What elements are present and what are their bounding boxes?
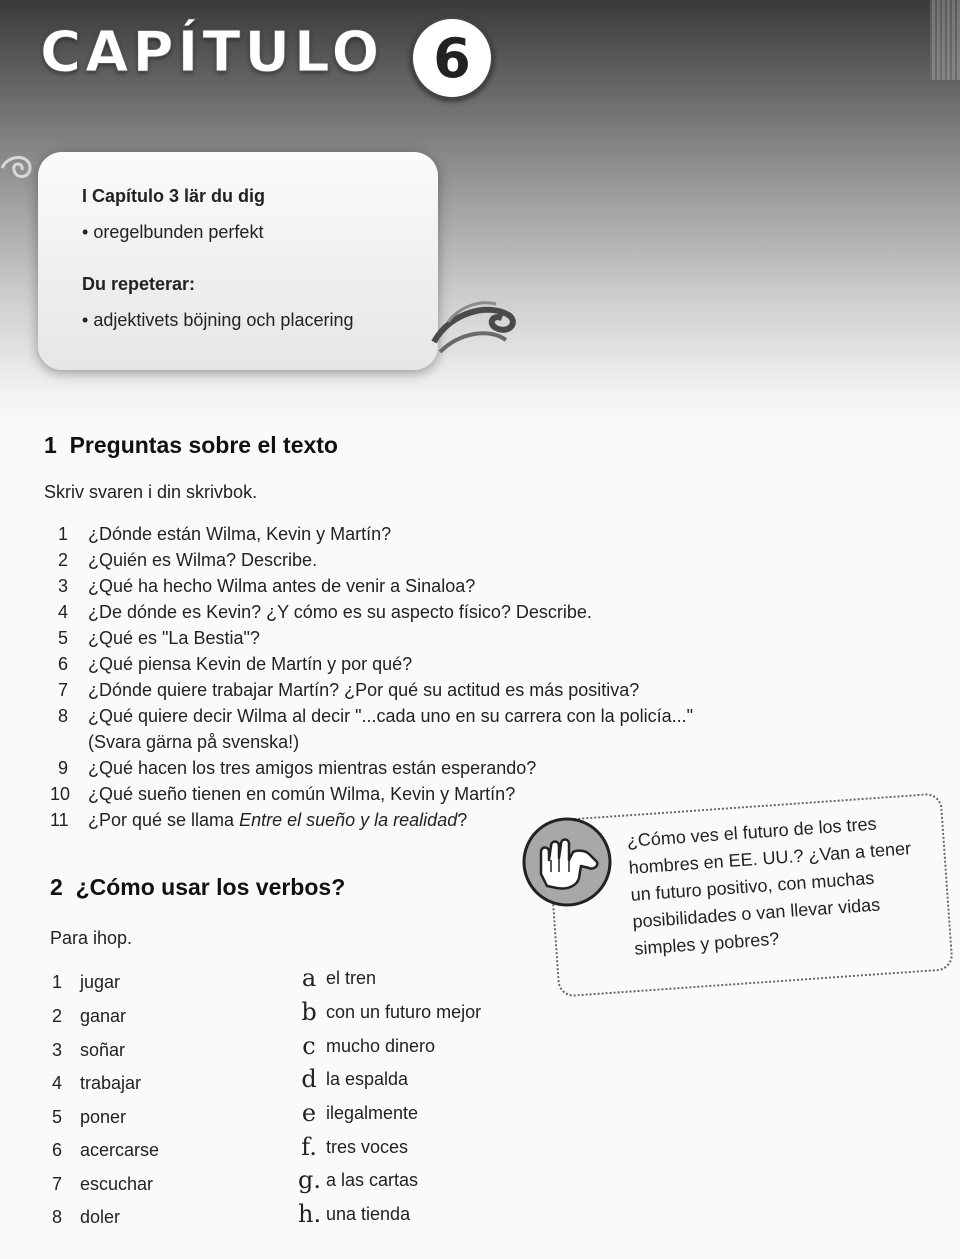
handwritten-letter: d — [301, 1065, 317, 1093]
review-item: • adjektivets böjning och placering — [82, 310, 354, 330]
question-text: ¿Qué ha hecho Wilma antes de venir a Sinaloa? — [88, 576, 476, 596]
question-text: ¿Qué piensa Kevin de Martín y por qué? — [88, 654, 413, 674]
section-2-instruction: Para ihop. — [50, 928, 133, 948]
handwritten-letter: b — [301, 998, 317, 1026]
verb-word: trabajar — [80, 1073, 142, 1093]
phrase-text: mucho dinero — [326, 1036, 436, 1056]
section-1-instruction: Skriv svaren i din skrivbok. — [44, 482, 258, 502]
chapter-info-box — [38, 152, 438, 370]
verb-number: 4 — [51, 1073, 62, 1093]
question-number: 3 — [57, 576, 68, 596]
verb-number: 3 — [51, 1040, 62, 1060]
verb-word: poner — [80, 1107, 127, 1127]
question-number: 11 — [50, 810, 69, 830]
review-heading: Du repeterar: — [82, 274, 196, 294]
learn-heading: I Capítulo 3 lär du dig — [82, 186, 266, 206]
section-title-text: ¿Cómo usar los verbos? — [75, 874, 346, 900]
question-text: ¿Qué quiere decir Wilma al decir "...cada uno en su carrera con la policía..." — [88, 706, 694, 726]
question-number: 6 — [57, 654, 68, 674]
learn-item: • oregelbunden perfekt — [82, 222, 264, 242]
handwritten-letter: e — [301, 1099, 317, 1127]
question-text — [88, 810, 467, 831]
question-text: ¿Dónde quiere trabajar Martín? ¿Por qué su actitud es más positiva? — [88, 680, 640, 700]
question-number: 10 — [50, 784, 71, 804]
question-number: 5 — [57, 628, 68, 648]
section-2-title — [50, 874, 345, 901]
handwritten-letter: a — [301, 964, 317, 992]
question-text: ¿Qué hacen los tres amigos mientras están esperando? — [88, 758, 537, 778]
swirl-ornament-icon — [430, 292, 520, 362]
phrase-text: con un futuro mejor — [326, 1002, 482, 1022]
handwritten-letter: c — [302, 1032, 316, 1060]
phrase-text: a las cartas — [326, 1170, 419, 1190]
question-number: 1 — [57, 524, 68, 544]
question-text-part: ¿Por qué se llama — [88, 810, 240, 830]
handwritten-letter: f. — [301, 1133, 317, 1161]
swirl-ornament-icon — [0, 148, 40, 188]
phrase-text: tres voces — [326, 1137, 409, 1157]
verb-word: acercarse — [80, 1140, 160, 1160]
question-text: ¿Dónde están Wilma, Kevin y Martín? — [88, 524, 392, 544]
book-title: Entre el sueño y la realidad — [239, 810, 458, 830]
question-number: 9 — [57, 758, 68, 778]
verb-word: soñar — [80, 1040, 126, 1060]
verb-word: ganar — [80, 1006, 127, 1026]
verb-number: 1 — [51, 972, 62, 992]
question-text: (Svara gärna på svenska!) — [88, 732, 300, 752]
question-number: 7 — [57, 680, 68, 700]
verb-number: 7 — [51, 1174, 62, 1194]
learn-item-text: oregelbunden perfekt — [93, 222, 264, 242]
question-number: 4 — [57, 602, 68, 622]
verb-number: 6 — [51, 1140, 62, 1160]
question-text: ¿Qué es "La Bestia"? — [88, 628, 260, 648]
section-1-title — [44, 432, 338, 459]
verb-number: 2 — [51, 1006, 62, 1026]
chapter-title: CAPÍTULO — [40, 20, 384, 85]
question-text: ¿Qué sueño tienen en común Wilma, Kevin y Martín? — [88, 784, 516, 804]
verb-number: 8 — [51, 1207, 62, 1227]
section-number: 1 — [44, 432, 57, 458]
section-number: 2 — [50, 874, 63, 900]
question-number: 2 — [57, 550, 68, 570]
handwritten-letter: h. — [298, 1200, 322, 1228]
question-text: ¿De dónde es Kevin? ¿Y cómo es su aspecto físico? Describe. — [88, 602, 592, 622]
question-text: ¿Quién es Wilma? Describe. — [88, 550, 318, 570]
discussion-text: ¿Cómo ves el futuro de los tres hombres en EE. UU.? ¿Van a tener un futuro positivo, con muchas posibilidades o van llevar vidas simples y pobres? — [626, 813, 912, 959]
phrase-text: una tienda — [326, 1204, 411, 1224]
phrase-text: ilegalmente — [326, 1103, 419, 1123]
phrase-text: la espalda — [326, 1069, 409, 1089]
review-item-text: adjektivets böjning och placering — [93, 310, 354, 330]
chapter-number-badge: 6 — [410, 16, 494, 100]
verb-word: jugar — [80, 972, 121, 992]
phrase-text: el tren — [326, 968, 377, 988]
section-title-text: Preguntas sobre el texto — [69, 432, 338, 458]
verb-word: doler — [80, 1207, 121, 1227]
question-number: 8 — [57, 706, 68, 726]
pointing-hand-icon — [521, 816, 613, 908]
handwritten-letter: g. — [298, 1166, 321, 1194]
verb-number: 5 — [51, 1107, 62, 1127]
verb-word: escuchar — [80, 1174, 154, 1194]
question-text-part: ? — [457, 810, 468, 830]
